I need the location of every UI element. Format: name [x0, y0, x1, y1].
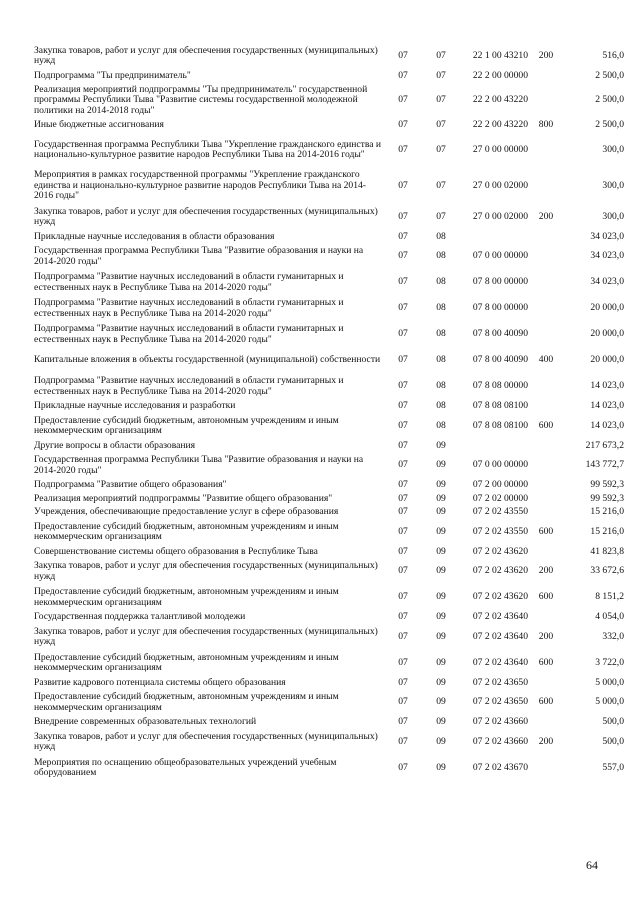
row-subsection-code: 09 — [436, 591, 446, 603]
row-section-code: 07 — [398, 119, 408, 131]
row-section-code: 07 — [398, 630, 408, 642]
table-row — [34, 296, 624, 322]
row-name: Мероприятия по оснащению общеобразовательных учреждений учебным оборудованием — [34, 756, 337, 778]
row-subsection-code: 09 — [436, 761, 446, 773]
row-name: Капитальные вложения в объекты государственной (муниципальной) собственности — [34, 354, 381, 366]
row-section-code: 07 — [398, 439, 408, 451]
row-target-article: 07 8 08 08100 — [472, 400, 528, 412]
row-subsection-code: 09 — [436, 479, 446, 491]
row-target-article: 07 8 00 40090 — [472, 354, 528, 366]
row-section-code: 07 — [398, 230, 408, 242]
table-row — [34, 650, 624, 676]
row-expense-type: 200 — [538, 565, 554, 577]
row-expense-type: 600 — [538, 419, 554, 431]
row-expense-type — [528, 83, 564, 119]
row-target-article: 27 0 00 02000 — [472, 210, 528, 222]
row-amount: 20 000,0 — [590, 354, 624, 366]
row-section-code: 07 — [398, 761, 408, 773]
row-section-code: 07 — [398, 419, 408, 431]
row-expense-type — [528, 611, 564, 625]
row-section-code: 07 — [398, 250, 408, 262]
row-name: Внедрение современных образовательных технологий — [34, 716, 257, 728]
row-section-code: 07 — [398, 380, 408, 392]
row-name: Предоставление субсидий бюджетным, автономным учреждениям и иным некоммерческим организациям — [34, 691, 339, 713]
row-subsection-code: 09 — [436, 611, 446, 623]
row-subsection-code: 08 — [436, 419, 446, 431]
row-subsection-code: 08 — [436, 400, 446, 412]
row-target-article: 07 0 00 00000 — [472, 250, 528, 262]
row-amount: 5 000,0 — [595, 696, 624, 708]
budget-table — [34, 43, 624, 781]
table-row — [34, 400, 624, 414]
row-section-code: 07 — [398, 506, 408, 518]
row-target-article: 07 2 02 43550 — [472, 506, 528, 518]
row-expense-type — [528, 168, 564, 204]
table-row — [34, 374, 624, 400]
row-name: Государственная программа Республики Тыва "Развитие образования и науки на 2014-2020 годы" — [34, 454, 364, 476]
row-amount: 34 023,0 — [590, 230, 624, 242]
table-row — [34, 322, 624, 348]
row-amount: 557,0 — [602, 761, 624, 773]
row-amount: 2 500,0 — [595, 94, 624, 106]
row-target-article: 07 2 02 43640 — [472, 611, 528, 623]
row-amount: 99 592,3 — [590, 479, 624, 491]
table-row — [34, 492, 624, 506]
row-target-article: 07 2 02 43550 — [472, 525, 528, 537]
row-name: Прикладные научные исследования в области образования — [34, 230, 275, 242]
row-target-article: 07 2 02 43670 — [472, 761, 528, 773]
row-section-code: 07 — [398, 49, 408, 61]
row-amount: 99 592,3 — [590, 492, 624, 504]
row-amount: 2 500,0 — [595, 69, 624, 81]
row-section-code: 07 — [398, 611, 408, 623]
row-expense-type — [528, 453, 564, 479]
row-section-code: 07 — [398, 735, 408, 747]
table-row — [34, 348, 624, 374]
row-subsection-code: 09 — [436, 439, 446, 451]
row-target-article: 07 0 00 00000 — [472, 459, 528, 471]
row-section-code: 07 — [398, 143, 408, 155]
row-amount: 3 722,0 — [595, 656, 624, 668]
row-target-article: 22 2 00 43220 — [472, 94, 528, 106]
row-target-article: 07 2 00 00000 — [472, 479, 528, 491]
row-amount: 33 672,6 — [590, 565, 624, 577]
row-amount: 34 023,0 — [590, 250, 624, 262]
row-name: Подпрограмма "Ты предприниматель" — [34, 69, 191, 81]
row-amount: 332,0 — [602, 630, 624, 642]
row-section-code: 07 — [398, 459, 408, 471]
row-expense-type — [528, 244, 564, 270]
row-expense-type — [528, 439, 564, 453]
row-name: Подпрограмма "Развитие научных исследований в области гуманитарных и естественных наук в Республике Тыва на 2014-2020 годы" — [34, 375, 344, 397]
row-section-code: 07 — [398, 545, 408, 557]
row-name: Предоставление субсидий бюджетным, автономным учреждениям и иным некоммерческим организациям — [34, 414, 339, 436]
row-section-code: 07 — [398, 492, 408, 504]
row-target-article: 07 2 02 43620 — [472, 591, 528, 603]
table-row — [34, 716, 624, 730]
table-row — [34, 270, 624, 296]
table-row — [34, 83, 624, 119]
row-subsection-code: 09 — [436, 716, 446, 728]
row-subsection-code: 09 — [436, 459, 446, 471]
row-target-article: 07 8 00 00000 — [472, 276, 528, 288]
table-row — [34, 729, 624, 755]
row-amount: 4 054,0 — [595, 611, 624, 623]
row-target-article: 07 8 08 08100 — [472, 419, 528, 431]
row-target-article: 07 8 00 00000 — [472, 302, 528, 314]
row-name: Закупка товаров, работ и услуг для обеспечения государственных (муниципальных) нужд — [34, 730, 378, 752]
row-expense-type — [528, 270, 564, 296]
row-amount: 300,0 — [602, 143, 624, 155]
row-amount: 34 023,0 — [590, 276, 624, 288]
table-row — [34, 244, 624, 270]
row-name: Предоставление субсидий бюджетным, автономным учреждениям и иным некоммерческим организациям — [34, 586, 339, 608]
row-amount: 300,0 — [602, 210, 624, 222]
row-section-code: 07 — [398, 179, 408, 191]
row-expense-type — [528, 506, 564, 520]
row-name: Закупка товаров, работ и услуг для обеспечения государственных (муниципальных) нужд — [34, 44, 378, 66]
row-expense-type — [528, 716, 564, 730]
table-row — [34, 624, 624, 650]
row-section-code: 07 — [398, 302, 408, 314]
row-name: Предоставление субсидий бюджетным, автономным учреждениям и иным некоммерческим организациям — [34, 520, 339, 542]
row-subsection-code: 08 — [436, 328, 446, 340]
row-subsection-code: 08 — [436, 250, 446, 262]
row-subsection-code: 08 — [436, 380, 446, 392]
row-target-article: 22 2 00 00000 — [472, 69, 528, 81]
row-expense-type — [528, 322, 564, 348]
row-target-article: 07 2 02 43640 — [472, 656, 528, 668]
table-row — [34, 69, 624, 83]
row-name: Реализация мероприятий подпрограммы "Ты предприниматель" государственной программы Республики Тыва "Развитие системы государственной молодежной политики на 2014-2018 годы" — [34, 83, 368, 116]
row-target-article: 22 2 00 43220 — [472, 119, 528, 131]
table-row — [34, 506, 624, 520]
row-subsection-code: 08 — [436, 276, 446, 288]
table-row — [34, 43, 624, 69]
row-subsection-code: 07 — [436, 49, 446, 61]
row-amount: 15 216,0 — [590, 525, 624, 537]
row-expense-type — [528, 69, 564, 83]
row-amount: 41 823,8 — [590, 545, 624, 557]
row-target-article: 07 2 02 43620 — [472, 545, 528, 557]
row-subsection-code: 07 — [436, 143, 446, 155]
row-name: Подпрограмма "Развитие общего образования" — [34, 479, 227, 491]
row-target-article — [460, 439, 528, 453]
row-expense-type: 400 — [538, 354, 554, 366]
row-section-code: 07 — [398, 210, 408, 222]
row-subsection-code: 07 — [436, 69, 446, 81]
row-target-article: 07 2 02 43660 — [472, 735, 528, 747]
row-expense-type: 800 — [538, 119, 554, 131]
row-target-article: 07 2 02 43650 — [472, 696, 528, 708]
row-name: Подпрограмма "Развитие научных исследований в области гуманитарных и естественных наук в Республике Тыва на 2014-2020 годы" — [34, 297, 344, 319]
row-name: Закупка товаров, работ и услуг для обеспечения государственных (муниципальных) нужд — [34, 205, 378, 227]
row-expense-type: 200 — [538, 630, 554, 642]
row-expense-type: 200 — [538, 735, 554, 747]
table-row — [34, 204, 624, 230]
row-subsection-code: 09 — [436, 656, 446, 668]
row-subsection-code: 09 — [436, 545, 446, 557]
row-expense-type — [528, 400, 564, 414]
row-amount: 14 023,0 — [590, 419, 624, 431]
row-target-article: 07 2 02 43640 — [472, 630, 528, 642]
row-subsection-code: 08 — [436, 354, 446, 366]
row-subsection-code: 09 — [436, 492, 446, 504]
row-subsection-code: 09 — [436, 735, 446, 747]
row-section-code: 07 — [398, 479, 408, 491]
table-row — [34, 132, 624, 168]
row-subsection-code: 08 — [436, 230, 446, 242]
row-amount: 500,0 — [602, 716, 624, 728]
row-target-article — [460, 230, 528, 244]
row-section-code: 07 — [398, 676, 408, 688]
row-target-article: 07 8 00 40090 — [472, 328, 528, 340]
row-subsection-code: 09 — [436, 676, 446, 688]
row-name: Государственная программа Республики Тыва "Укрепление гражданского единства и национально-культурное развитие народов Республики Тыва на 2014-2016 годы" — [34, 138, 382, 160]
row-expense-type: 200 — [538, 210, 554, 222]
row-section-code: 07 — [398, 400, 408, 412]
row-amount: 20 000,0 — [590, 328, 624, 340]
row-expense-type: 600 — [538, 696, 554, 708]
row-expense-type — [528, 479, 564, 493]
row-subsection-code: 09 — [436, 506, 446, 518]
row-amount: 2 500,0 — [595, 119, 624, 131]
row-amount: 516,0 — [602, 49, 624, 61]
table-row — [34, 676, 624, 690]
page-number: 64 — [586, 858, 598, 872]
table-row — [34, 559, 624, 585]
row-subsection-code: 07 — [436, 119, 446, 131]
table-row — [34, 585, 624, 611]
row-name: Государственная поддержка талантливой молодежи — [34, 611, 246, 623]
row-expense-type — [528, 492, 564, 506]
table-row — [34, 119, 624, 133]
row-expense-type — [528, 230, 564, 244]
row-amount: 8 151,2 — [595, 591, 624, 603]
table-row — [34, 755, 624, 781]
row-section-code: 07 — [398, 94, 408, 106]
row-name: Государственная программа Республики Тыва "Развитие образования и науки на 2014-2020 годы" — [34, 245, 364, 267]
table-row — [34, 690, 624, 716]
row-section-code: 07 — [398, 276, 408, 288]
row-subsection-code: 07 — [436, 179, 446, 191]
row-target-article: 07 2 02 43660 — [472, 716, 528, 728]
row-expense-type: 200 — [538, 49, 554, 61]
row-expense-type: 600 — [538, 591, 554, 603]
row-subsection-code: 09 — [436, 565, 446, 577]
row-target-article: 07 2 02 00000 — [472, 492, 528, 504]
row-name: Реализация мероприятий подпрограммы "Развитие общего образования" — [34, 492, 333, 504]
row-target-article: 07 2 02 43620 — [472, 565, 528, 577]
row-expense-type — [528, 374, 564, 400]
table-row — [34, 611, 624, 625]
row-subsection-code: 07 — [436, 94, 446, 106]
row-section-code: 07 — [398, 328, 408, 340]
row-section-code: 07 — [398, 656, 408, 668]
row-target-article: 27 0 00 00000 — [472, 143, 528, 155]
table-row — [34, 479, 624, 493]
table-row — [34, 413, 624, 439]
row-name: Другие вопросы в области образования — [34, 439, 196, 451]
row-name: Мероприятия в рамках государственной программы "Укрепление гражданского единства и национально-культурное развитие народов Республики Тыва на 2014-2016 годы" — [34, 169, 367, 202]
row-section-code: 07 — [398, 716, 408, 728]
row-name: Прикладные научные исследования и разработки — [34, 400, 236, 412]
row-expense-type: 600 — [538, 656, 554, 668]
row-section-code: 07 — [398, 69, 408, 81]
row-subsection-code: 09 — [436, 525, 446, 537]
row-target-article: 07 2 02 43650 — [472, 676, 528, 688]
row-name: Учреждения, обеспечивающие предоставление услуг в сфере образования — [34, 506, 339, 518]
row-name: Предоставление субсидий бюджетным, автономным учреждениям и иным некоммерческим организациям — [34, 651, 339, 673]
row-name: Закупка товаров, работ и услуг для обеспечения государственных (муниципальных) нужд — [34, 560, 378, 582]
row-amount: 20 000,0 — [590, 302, 624, 314]
row-amount: 300,0 — [602, 179, 624, 191]
row-subsection-code: 09 — [436, 696, 446, 708]
row-expense-type — [528, 545, 564, 559]
row-amount: 15 216,0 — [590, 506, 624, 518]
row-amount: 217 673,2 — [585, 439, 624, 451]
row-amount: 5 000,0 — [595, 676, 624, 688]
table-row — [34, 230, 624, 244]
row-section-code: 07 — [398, 354, 408, 366]
table-row — [34, 519, 624, 545]
table-row — [34, 453, 624, 479]
row-amount: 14 023,0 — [590, 380, 624, 392]
row-name: Закупка товаров, работ и услуг для обеспечения государственных (муниципальных) нужд — [34, 625, 378, 647]
row-target-article: 27 0 00 02000 — [472, 179, 528, 191]
row-target-article: 22 1 00 43210 — [472, 49, 528, 61]
row-expense-type — [528, 132, 564, 168]
row-amount: 143 772,7 — [585, 459, 624, 471]
row-section-code: 07 — [398, 525, 408, 537]
row-amount: 14 023,0 — [590, 400, 624, 412]
row-subsection-code: 07 — [436, 210, 446, 222]
row-expense-type — [528, 296, 564, 322]
row-name: Совершенствование системы общего образования в Республике Тыва — [34, 545, 318, 557]
row-expense-type: 600 — [538, 525, 554, 537]
row-target-article: 07 8 08 00000 — [472, 380, 528, 392]
row-name: Подпрограмма "Развитие научных исследований в области гуманитарных и естественных наук в Республике Тыва на 2014-2020 годы" — [34, 323, 344, 345]
row-section-code: 07 — [398, 696, 408, 708]
row-expense-type — [528, 755, 564, 781]
row-name: Подпрограмма "Развитие научных исследований в области гуманитарных и естественных наук в Республике Тыва на 2014-2020 годы" — [34, 271, 344, 293]
row-subsection-code: 09 — [436, 630, 446, 642]
table-row — [34, 439, 624, 453]
row-section-code: 07 — [398, 591, 408, 603]
row-expense-type — [528, 676, 564, 690]
row-name: Развитие кадрового потенциала системы общего образования — [34, 676, 286, 688]
table-row — [34, 168, 624, 204]
row-name: Иные бюджетные ассигнования — [34, 119, 164, 131]
row-subsection-code: 08 — [436, 302, 446, 314]
budget-table-body — [34, 43, 624, 781]
table-row — [34, 545, 624, 559]
row-section-code: 07 — [398, 565, 408, 577]
row-amount: 500,0 — [602, 735, 624, 747]
